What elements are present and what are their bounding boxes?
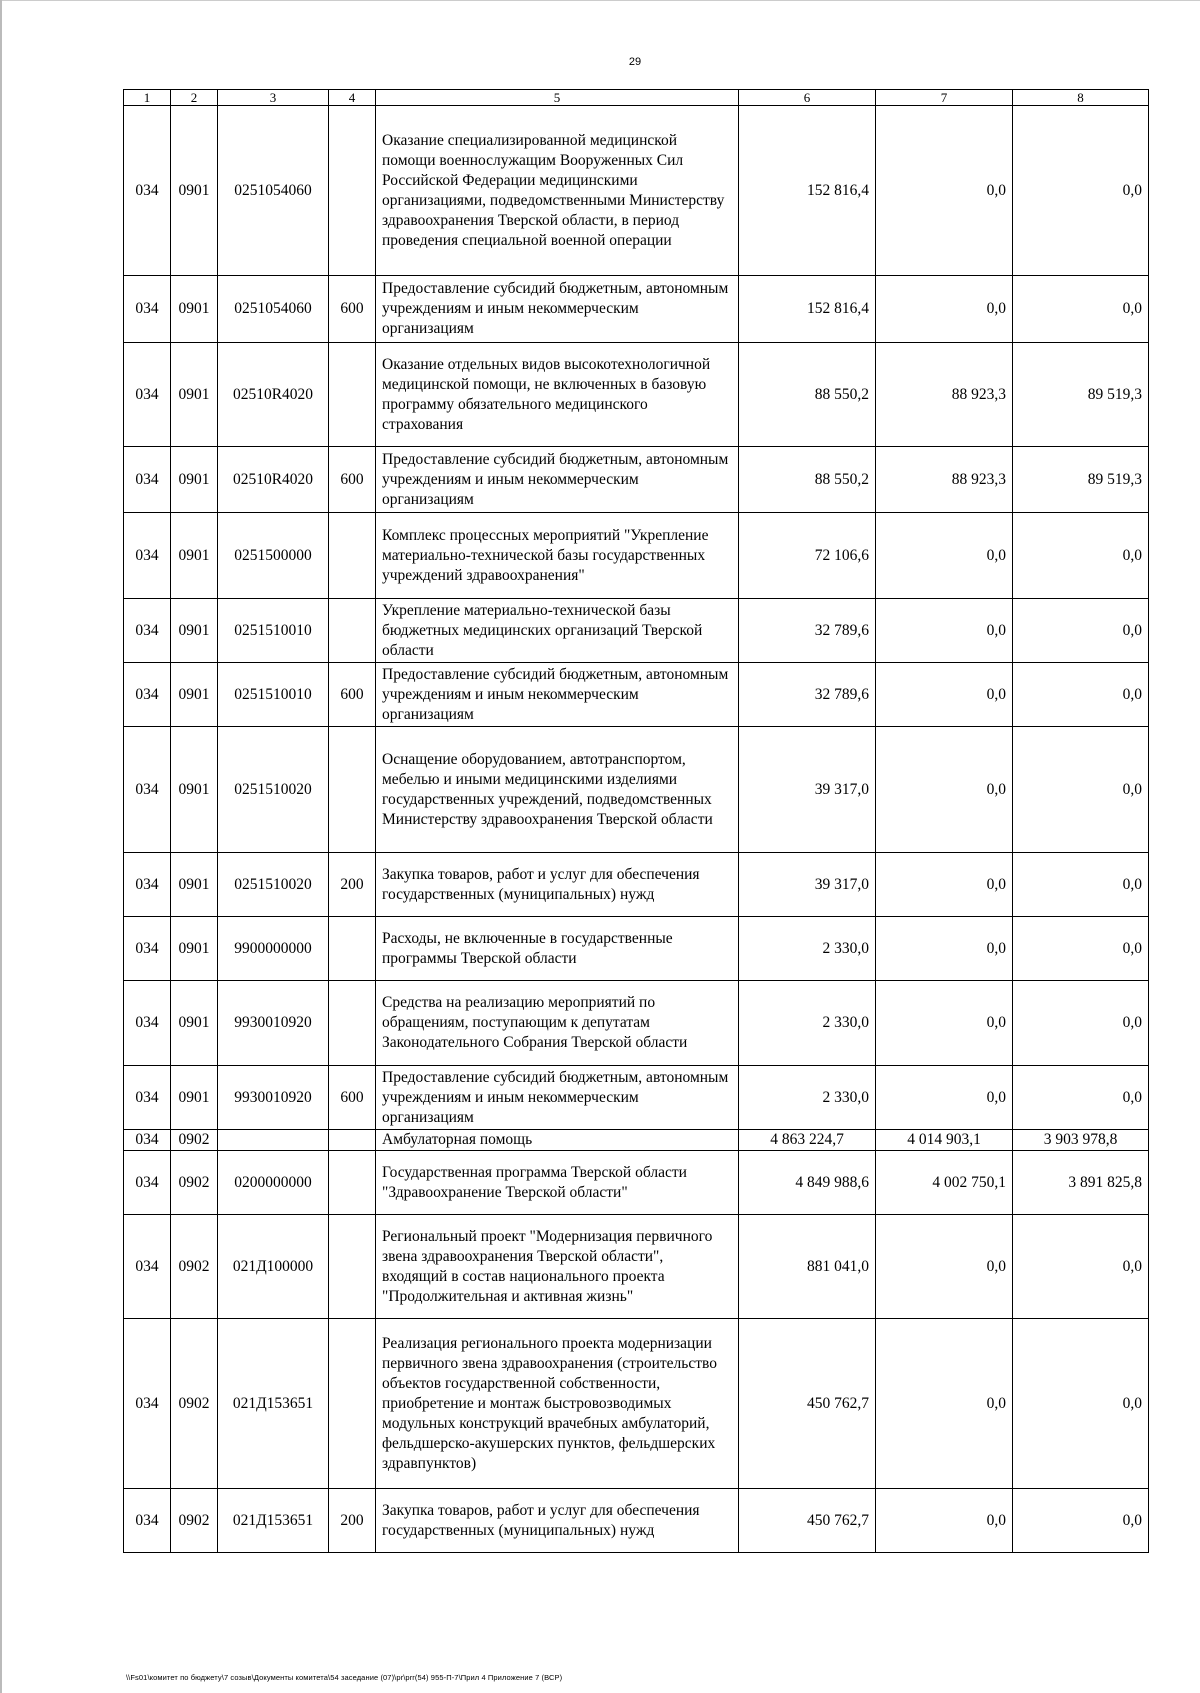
section-code-cell: 0902	[171, 1489, 218, 1553]
section-code-cell: 0901	[171, 981, 218, 1066]
ministry-code-cell: 034	[124, 106, 171, 276]
section-code-cell: 0901	[171, 276, 218, 343]
description-cell: Оказание специализированной медицинской помощи военнослужащим Вооруженных Сил Российской Федерации медицинскими организациями, подведомственными Министерству здравоохранения Тверской области, в период проведения специальной военной операции	[376, 106, 739, 276]
scan-edge-top	[0, 0, 1200, 1]
column-header: 2	[171, 90, 218, 106]
page-number: 29	[628, 56, 642, 68]
column-header: 4	[329, 90, 376, 106]
amount-cell: 0,0	[1013, 853, 1149, 917]
target-article-cell: 0251500000	[218, 513, 329, 599]
section-code-cell: 0902	[171, 1319, 218, 1489]
section-code-cell: 0901	[171, 447, 218, 513]
description-cell: Средства на реализацию мероприятий по обращениям, поступающим к депутатам Законодательного Собрания Тверской области	[376, 981, 739, 1066]
amount-cell: 0,0	[876, 853, 1013, 917]
description-cell: Государственная программа Тверской области "Здравоохранение Тверской области"	[376, 1151, 739, 1215]
expense-type-cell: 600	[329, 276, 376, 343]
expense-type-cell	[329, 917, 376, 981]
expense-type-cell	[329, 343, 376, 447]
amount-cell: 0,0	[1013, 1319, 1149, 1489]
table-row	[124, 1319, 1149, 1489]
target-article-cell: 0251510010	[218, 599, 329, 663]
amount-cell: 4 863 224,7	[739, 1130, 876, 1151]
expense-type-cell	[329, 106, 376, 276]
ministry-code-cell: 034	[124, 853, 171, 917]
description-cell: Расходы, не включенные в государственные программы Тверской области	[376, 917, 739, 981]
target-article-cell: 0251054060	[218, 276, 329, 343]
amount-cell: 2 330,0	[739, 1066, 876, 1130]
amount-cell: 0,0	[1013, 663, 1149, 727]
section-code-cell: 0901	[171, 513, 218, 599]
description-cell: Укрепление материально-технической базы бюджетных медицинских организаций Тверской области	[376, 599, 739, 663]
section-code-cell: 0901	[171, 106, 218, 276]
expense-type-cell: 200	[329, 1489, 376, 1553]
description-cell: Закупка товаров, работ и услуг для обеспечения государственных (муниципальных) нужд	[376, 853, 739, 917]
ministry-code-cell: 034	[124, 513, 171, 599]
amount-cell: 0,0	[876, 917, 1013, 981]
amount-cell: 0,0	[1013, 1489, 1149, 1553]
table-row	[124, 727, 1149, 853]
amount-cell: 450 762,7	[739, 1489, 876, 1553]
table-row	[124, 1130, 1149, 1151]
section-code-cell: 0902	[171, 1130, 218, 1151]
ministry-code-cell: 034	[124, 981, 171, 1066]
amount-cell: 152 816,4	[739, 106, 876, 276]
table-row	[124, 1066, 1149, 1130]
table-row	[124, 343, 1149, 447]
expense-type-cell: 200	[329, 853, 376, 917]
section-code-cell: 0902	[171, 1151, 218, 1215]
ministry-code-cell: 034	[124, 599, 171, 663]
section-code-cell: 0901	[171, 343, 218, 447]
target-article-cell: 9930010920	[218, 981, 329, 1066]
table-row	[124, 599, 1149, 663]
expense-type-cell: 600	[329, 447, 376, 513]
table-row	[124, 276, 1149, 343]
expense-type-cell	[329, 1319, 376, 1489]
amount-cell: 0,0	[1013, 917, 1149, 981]
expense-type-cell	[329, 513, 376, 599]
column-header: 3	[218, 90, 329, 106]
target-article-cell: 02510R4020	[218, 447, 329, 513]
ministry-code-cell: 034	[124, 917, 171, 981]
target-article-cell: 0251510020	[218, 727, 329, 853]
amount-cell: 0,0	[876, 1066, 1013, 1130]
description-cell: Закупка товаров, работ и услуг для обеспечения государственных (муниципальных) нужд	[376, 1489, 739, 1553]
description-cell: Предоставление субсидий бюджетным, автономным учреждениям и иным некоммерческим организациям	[376, 447, 739, 513]
table-row	[124, 447, 1149, 513]
amount-cell: 0,0	[1013, 1215, 1149, 1319]
budget-table	[123, 89, 1149, 1553]
expense-type-cell	[329, 981, 376, 1066]
amount-cell: 72 106,6	[739, 513, 876, 599]
expense-type-cell: 600	[329, 663, 376, 727]
table-row	[124, 106, 1149, 276]
scan-edge-left	[0, 0, 2, 1693]
expense-type-cell	[329, 727, 376, 853]
section-code-cell: 0901	[171, 599, 218, 663]
amount-cell: 0,0	[876, 513, 1013, 599]
amount-cell: 0,0	[876, 276, 1013, 343]
ministry-code-cell: 034	[124, 1489, 171, 1553]
amount-cell: 450 762,7	[739, 1319, 876, 1489]
target-article-cell: 0251510020	[218, 853, 329, 917]
column-header: 1	[124, 90, 171, 106]
column-header: 8	[1013, 90, 1149, 106]
ministry-code-cell: 034	[124, 1215, 171, 1319]
amount-cell: 32 789,6	[739, 599, 876, 663]
amount-cell: 0,0	[876, 663, 1013, 727]
amount-cell: 3 903 978,8	[1013, 1130, 1149, 1151]
target-article-cell	[218, 1130, 329, 1151]
amount-cell: 0,0	[1013, 513, 1149, 599]
expense-type-cell	[329, 1215, 376, 1319]
section-code-cell: 0901	[171, 853, 218, 917]
amount-cell: 0,0	[876, 1319, 1013, 1489]
ministry-code-cell: 034	[124, 1130, 171, 1151]
description-cell: Оказание отдельных видов высокотехнологичной медицинской помощи, не включенных в базовую программу обязательного медицинского страхования	[376, 343, 739, 447]
section-code-cell: 0901	[171, 917, 218, 981]
amount-cell: 2 330,0	[739, 981, 876, 1066]
table-row	[124, 917, 1149, 981]
expense-type-cell: 600	[329, 1066, 376, 1130]
amount-cell: 0,0	[876, 106, 1013, 276]
target-article-cell: 021Д100000	[218, 1215, 329, 1319]
amount-cell: 2 330,0	[739, 917, 876, 981]
target-article-cell: 9900000000	[218, 917, 329, 981]
expense-type-cell	[329, 599, 376, 663]
amount-cell: 39 317,0	[739, 853, 876, 917]
amount-cell: 881 041,0	[739, 1215, 876, 1319]
description-cell: Оснащение оборудованием, автотранспортом, мебелью и иными медицинскими изделиями государственных учреждений, подведомственных Министерству здравоохранения Тверской области	[376, 727, 739, 853]
amount-cell: 4 014 903,1	[876, 1130, 1013, 1151]
target-article-cell: 021Д153651	[218, 1319, 329, 1489]
amount-cell: 89 519,3	[1013, 343, 1149, 447]
table-row	[124, 981, 1149, 1066]
file-path-footer: \\Fs01\комитет по бюджету\7 созыв\Документы комитета\54 заседание (07)\pr\prr(54) 955-П-7\Прил 4 Приложение 7 (ВСР)	[126, 1673, 563, 1682]
amount-cell: 88 550,2	[739, 447, 876, 513]
section-code-cell: 0901	[171, 663, 218, 727]
amount-cell: 3 891 825,8	[1013, 1151, 1149, 1215]
amount-cell: 88 923,3	[876, 343, 1013, 447]
amount-cell: 0,0	[876, 727, 1013, 853]
table-row	[124, 513, 1149, 599]
amount-cell: 0,0	[1013, 981, 1149, 1066]
amount-cell: 0,0	[876, 1489, 1013, 1553]
ministry-code-cell: 034	[124, 1319, 171, 1489]
amount-cell: 152 816,4	[739, 276, 876, 343]
amount-cell: 4 849 988,6	[739, 1151, 876, 1215]
ministry-code-cell: 034	[124, 1066, 171, 1130]
section-code-cell: 0901	[171, 1066, 218, 1130]
amount-cell: 0,0	[1013, 1066, 1149, 1130]
expense-type-cell	[329, 1151, 376, 1215]
section-code-cell: 0902	[171, 1215, 218, 1319]
ministry-code-cell: 034	[124, 447, 171, 513]
amount-cell: 39 317,0	[739, 727, 876, 853]
description-cell: Предоставление субсидий бюджетным, автономным учреждениям и иным некоммерческим организациям	[376, 663, 739, 727]
amount-cell: 0,0	[1013, 727, 1149, 853]
table-row	[124, 1215, 1149, 1319]
table-row	[124, 1151, 1149, 1215]
description-cell: Предоставление субсидий бюджетным, автономным учреждениям и иным некоммерческим организациям	[376, 1066, 739, 1130]
section-code-cell: 0901	[171, 727, 218, 853]
amount-cell: 0,0	[1013, 599, 1149, 663]
column-header: 5	[376, 90, 739, 106]
table-row	[124, 853, 1149, 917]
description-cell: Комплекс процессных мероприятий "Укрепление материально-технической базы государственных учреждений здравоохранения"	[376, 513, 739, 599]
description-cell: Амбулаторная помощь	[376, 1130, 739, 1151]
ministry-code-cell: 034	[124, 727, 171, 853]
ministry-code-cell: 034	[124, 1151, 171, 1215]
amount-cell: 0,0	[876, 599, 1013, 663]
amount-cell: 0,0	[876, 1215, 1013, 1319]
amount-cell: 4 002 750,1	[876, 1151, 1013, 1215]
ministry-code-cell: 034	[124, 663, 171, 727]
amount-cell: 0,0	[876, 981, 1013, 1066]
target-article-cell: 021Д153651	[218, 1489, 329, 1553]
ministry-code-cell: 034	[124, 276, 171, 343]
amount-cell: 0,0	[1013, 106, 1149, 276]
amount-cell: 88 550,2	[739, 343, 876, 447]
target-article-cell: 0251054060	[218, 106, 329, 276]
column-number-row	[124, 90, 1149, 106]
amount-cell: 89 519,3	[1013, 447, 1149, 513]
target-article-cell: 0251510010	[218, 663, 329, 727]
target-article-cell: 02510R4020	[218, 343, 329, 447]
target-article-cell: 9930010920	[218, 1066, 329, 1130]
column-header: 7	[876, 90, 1013, 106]
amount-cell: 88 923,3	[876, 447, 1013, 513]
description-cell: Реализация регионального проекта модернизации первичного звена здравоохранения (строительство объектов государственной собственности, приобретение и монтаж быстровозводимых модульных конструкций врачебных амбулаторий, фельдшерско-акушерских пунктов, фельдшерских здравпунктов)	[376, 1319, 739, 1489]
column-header: 6	[739, 90, 876, 106]
expense-type-cell	[329, 1130, 376, 1151]
target-article-cell: 0200000000	[218, 1151, 329, 1215]
ministry-code-cell: 034	[124, 343, 171, 447]
description-cell: Предоставление субсидий бюджетным, автономным учреждениям и иным некоммерческим организациям	[376, 276, 739, 343]
description-cell: Региональный проект "Модернизация первичного звена здравоохранения Тверской области", входящий в состав национального проекта "Продолжительная и активная жизнь"	[376, 1215, 739, 1319]
amount-cell: 0,0	[1013, 276, 1149, 343]
table-row	[124, 663, 1149, 727]
table-row	[124, 1489, 1149, 1553]
amount-cell: 32 789,6	[739, 663, 876, 727]
